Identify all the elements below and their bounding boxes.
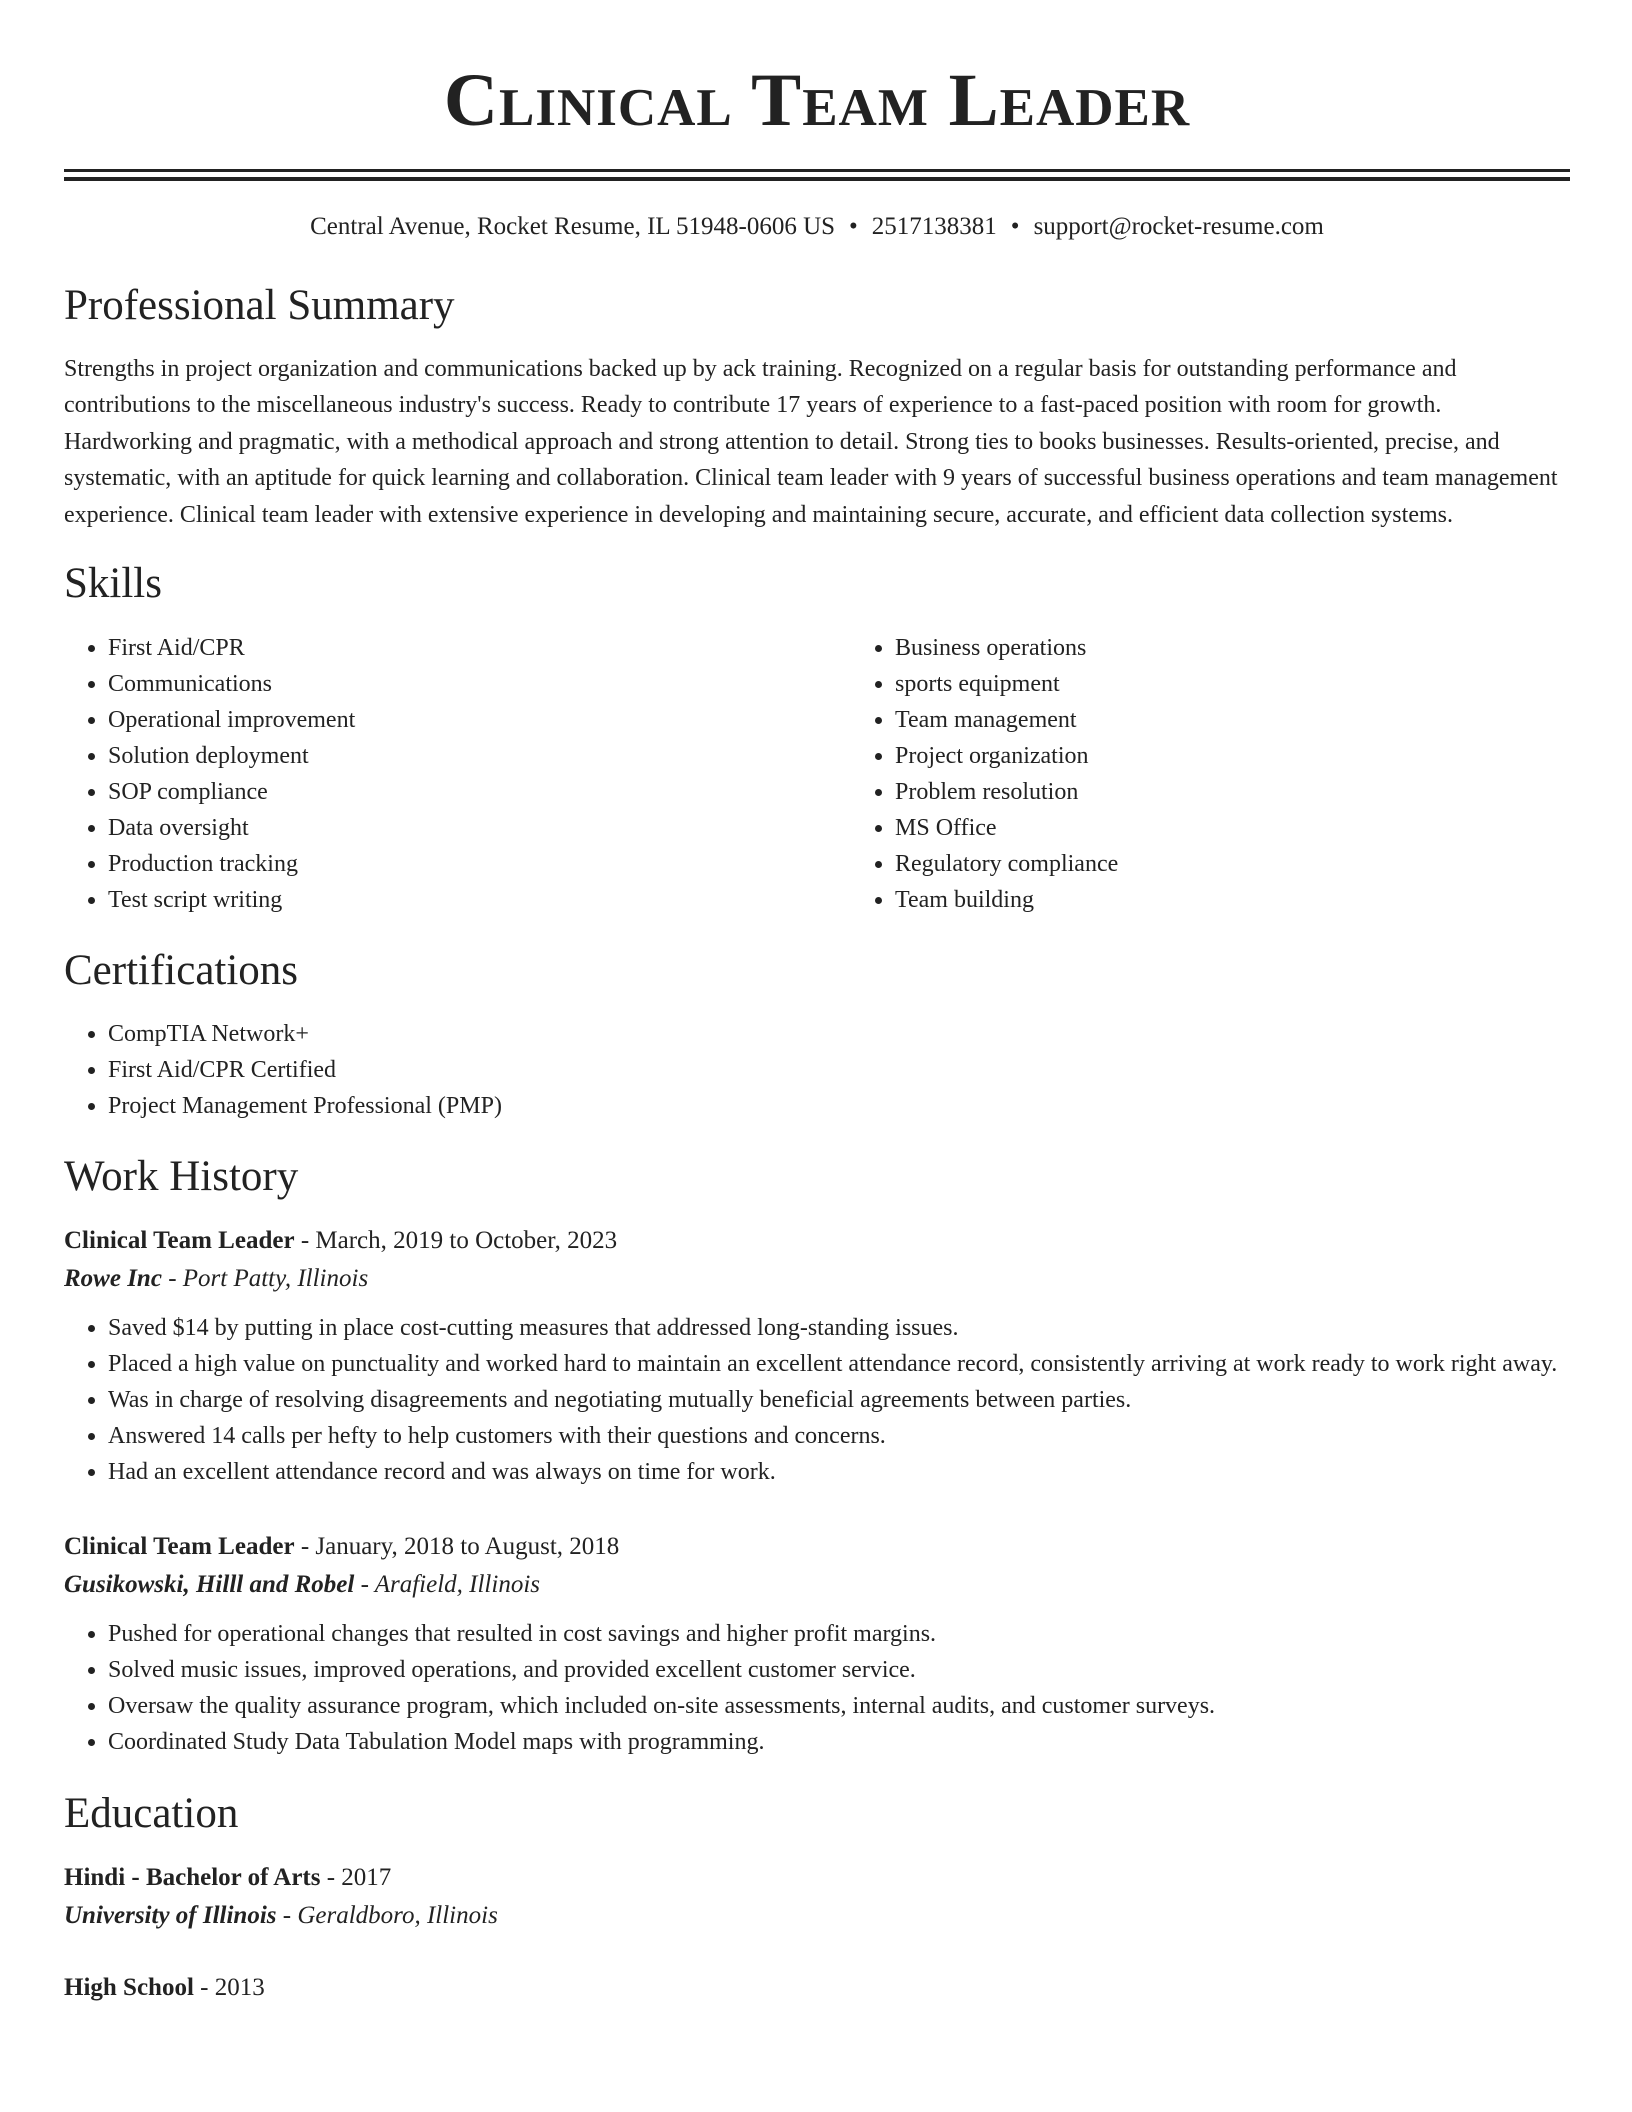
education-school: University of Illinois xyxy=(64,1902,277,1930)
skill-item: • First Aid/CPR xyxy=(108,630,851,666)
title-divider-bottom xyxy=(64,177,1570,181)
job-company: Rowe Inc xyxy=(64,1265,162,1293)
skills-list-right xyxy=(851,630,1632,918)
job-entry xyxy=(64,1222,1570,1490)
certifications-heading: Certifications xyxy=(64,946,299,994)
skill-item: • Team management xyxy=(895,702,1632,738)
education-degree: High School xyxy=(64,1974,194,2002)
skill-item: • Communications xyxy=(108,666,851,702)
job-duty-item: • Placed a high value on punctuality and worked hard to maintain an excellent attendance record, consistently arriving at work ready to work right away. xyxy=(108,1346,1570,1382)
skill-item: • MS Office xyxy=(895,810,1632,846)
job-duty-item: • Answered 14 calls per hefty to help customers with their questions and concerns. xyxy=(108,1418,1570,1454)
education-school-line xyxy=(64,1897,1570,1935)
skill-item: • Test script writing xyxy=(108,882,851,918)
job-company-line xyxy=(64,1260,1570,1298)
skill-item: • SOP compliance xyxy=(108,774,851,810)
contact-address: Central Avenue, Rocket Resume, IL 51948-0606 US xyxy=(310,212,836,240)
skills-heading: Skills xyxy=(64,560,162,608)
job-company: Gusikowski, Hilll and Robel xyxy=(64,1571,355,1599)
skill-item: • Data oversight xyxy=(108,810,851,846)
education-degree-line xyxy=(64,1859,1570,1897)
certifications-list xyxy=(64,1016,1570,1124)
skill-item: • Solution deployment xyxy=(108,738,851,774)
summary-text: Strengths in project organization and communications backed up by ack training. Recognized on a regular basis for outstanding performance and contributions to the miscellaneous industry's success. Ready to contribute 17 years of experience to a fast-paced position with room for growth. Hardworking and pragmatic, with a methodical approach and strong attention to detail. Strong ties to books businesses. Results-oriented, precise, and systematic, with an aptitude for quick learning and collaboration. Clinical team leader with 9 years of successful business operations and team management experience. Clinical team leader with extensive experience in developing and maintaining secure, accurate, and efficient data collection systems. xyxy=(64,355,1558,528)
job-dates: - January, 2018 to August, 2018 xyxy=(294,1533,620,1561)
certification-item: • Project Management Professional (PMP) xyxy=(108,1088,1570,1124)
job-duties-list xyxy=(64,1310,1570,1490)
skill-item: • Operational improvement xyxy=(108,702,851,738)
contact-line xyxy=(64,212,1570,242)
education-location: - Geraldboro, Illinois xyxy=(276,1902,498,1930)
job-duty-item: • Was in charge of resolving disagreements and negotiating mutually beneficial agreements between parties. xyxy=(108,1382,1570,1418)
job-dates: - March, 2019 to October, 2023 xyxy=(294,1227,618,1255)
contact-email: support@rocket-resume.com xyxy=(1033,212,1324,240)
resume-title: Clinical Team Leader xyxy=(443,59,1191,142)
certification-item: • First Aid/CPR Certified xyxy=(108,1052,1570,1088)
contact-phone: 2517138381 xyxy=(871,212,997,240)
education-heading: Education xyxy=(64,1790,239,1838)
skills-columns xyxy=(64,630,1570,918)
job-duty-item: • Oversaw the quality assurance program, which included on-site assessments, internal audits, and customer surveys. xyxy=(108,1688,1570,1724)
job-location: - Arafield, Illinois xyxy=(354,1571,540,1599)
job-title-line xyxy=(64,1528,1570,1566)
job-duty-item: • Saved $14 by putting in place cost-cutting measures that addressed long-standing issues. xyxy=(108,1310,1570,1346)
job-company-line xyxy=(64,1566,1570,1604)
job-duty-item: • Pushed for operational changes that resulted in cost savings and higher profit margins. xyxy=(108,1616,1570,1652)
resume-page xyxy=(64,0,1570,2007)
education-degree: Hindi - Bachelor of Arts xyxy=(64,1864,321,1892)
work-history-heading: Work History xyxy=(64,1152,299,1200)
certification-item: • CompTIA Network+ xyxy=(108,1016,1570,1052)
job-title: Clinical Team Leader xyxy=(64,1533,295,1561)
contact-separator: • xyxy=(849,212,858,240)
job-duties-list xyxy=(64,1616,1570,1760)
education-entry xyxy=(64,1859,1570,1935)
job-duty-item: • Coordinated Study Data Tabulation Model maps with programming. xyxy=(108,1724,1570,1760)
skill-item: • Business operations xyxy=(895,630,1632,666)
skill-item: • Production tracking xyxy=(108,846,851,882)
job-title: Clinical Team Leader xyxy=(64,1227,295,1255)
skill-item: • Project organization xyxy=(895,738,1632,774)
skill-item: • Team building xyxy=(895,882,1632,918)
job-duty-item: • Had an excellent attendance record and was always on time for work. xyxy=(108,1454,1570,1490)
job-duty-item: • Solved music issues, improved operations, and provided excellent customer service. xyxy=(108,1652,1570,1688)
summary-heading: Professional Summary xyxy=(64,281,455,329)
job-entry xyxy=(64,1528,1570,1760)
title-divider-top xyxy=(64,169,1570,172)
job-title-line xyxy=(64,1222,1570,1260)
education-year: - 2017 xyxy=(320,1864,392,1892)
education-year: - 2013 xyxy=(193,1974,265,2002)
skill-item: • sports equipment xyxy=(895,666,1632,702)
skill-item: • Regulatory compliance xyxy=(895,846,1632,882)
skills-list-left xyxy=(64,630,851,918)
skill-item: • Problem resolution xyxy=(895,774,1632,810)
job-location: - Port Patty, Illinois xyxy=(161,1265,369,1293)
education-entry xyxy=(64,1969,1570,2007)
contact-separator: • xyxy=(1010,212,1020,240)
education-degree-line xyxy=(64,1969,1570,2007)
